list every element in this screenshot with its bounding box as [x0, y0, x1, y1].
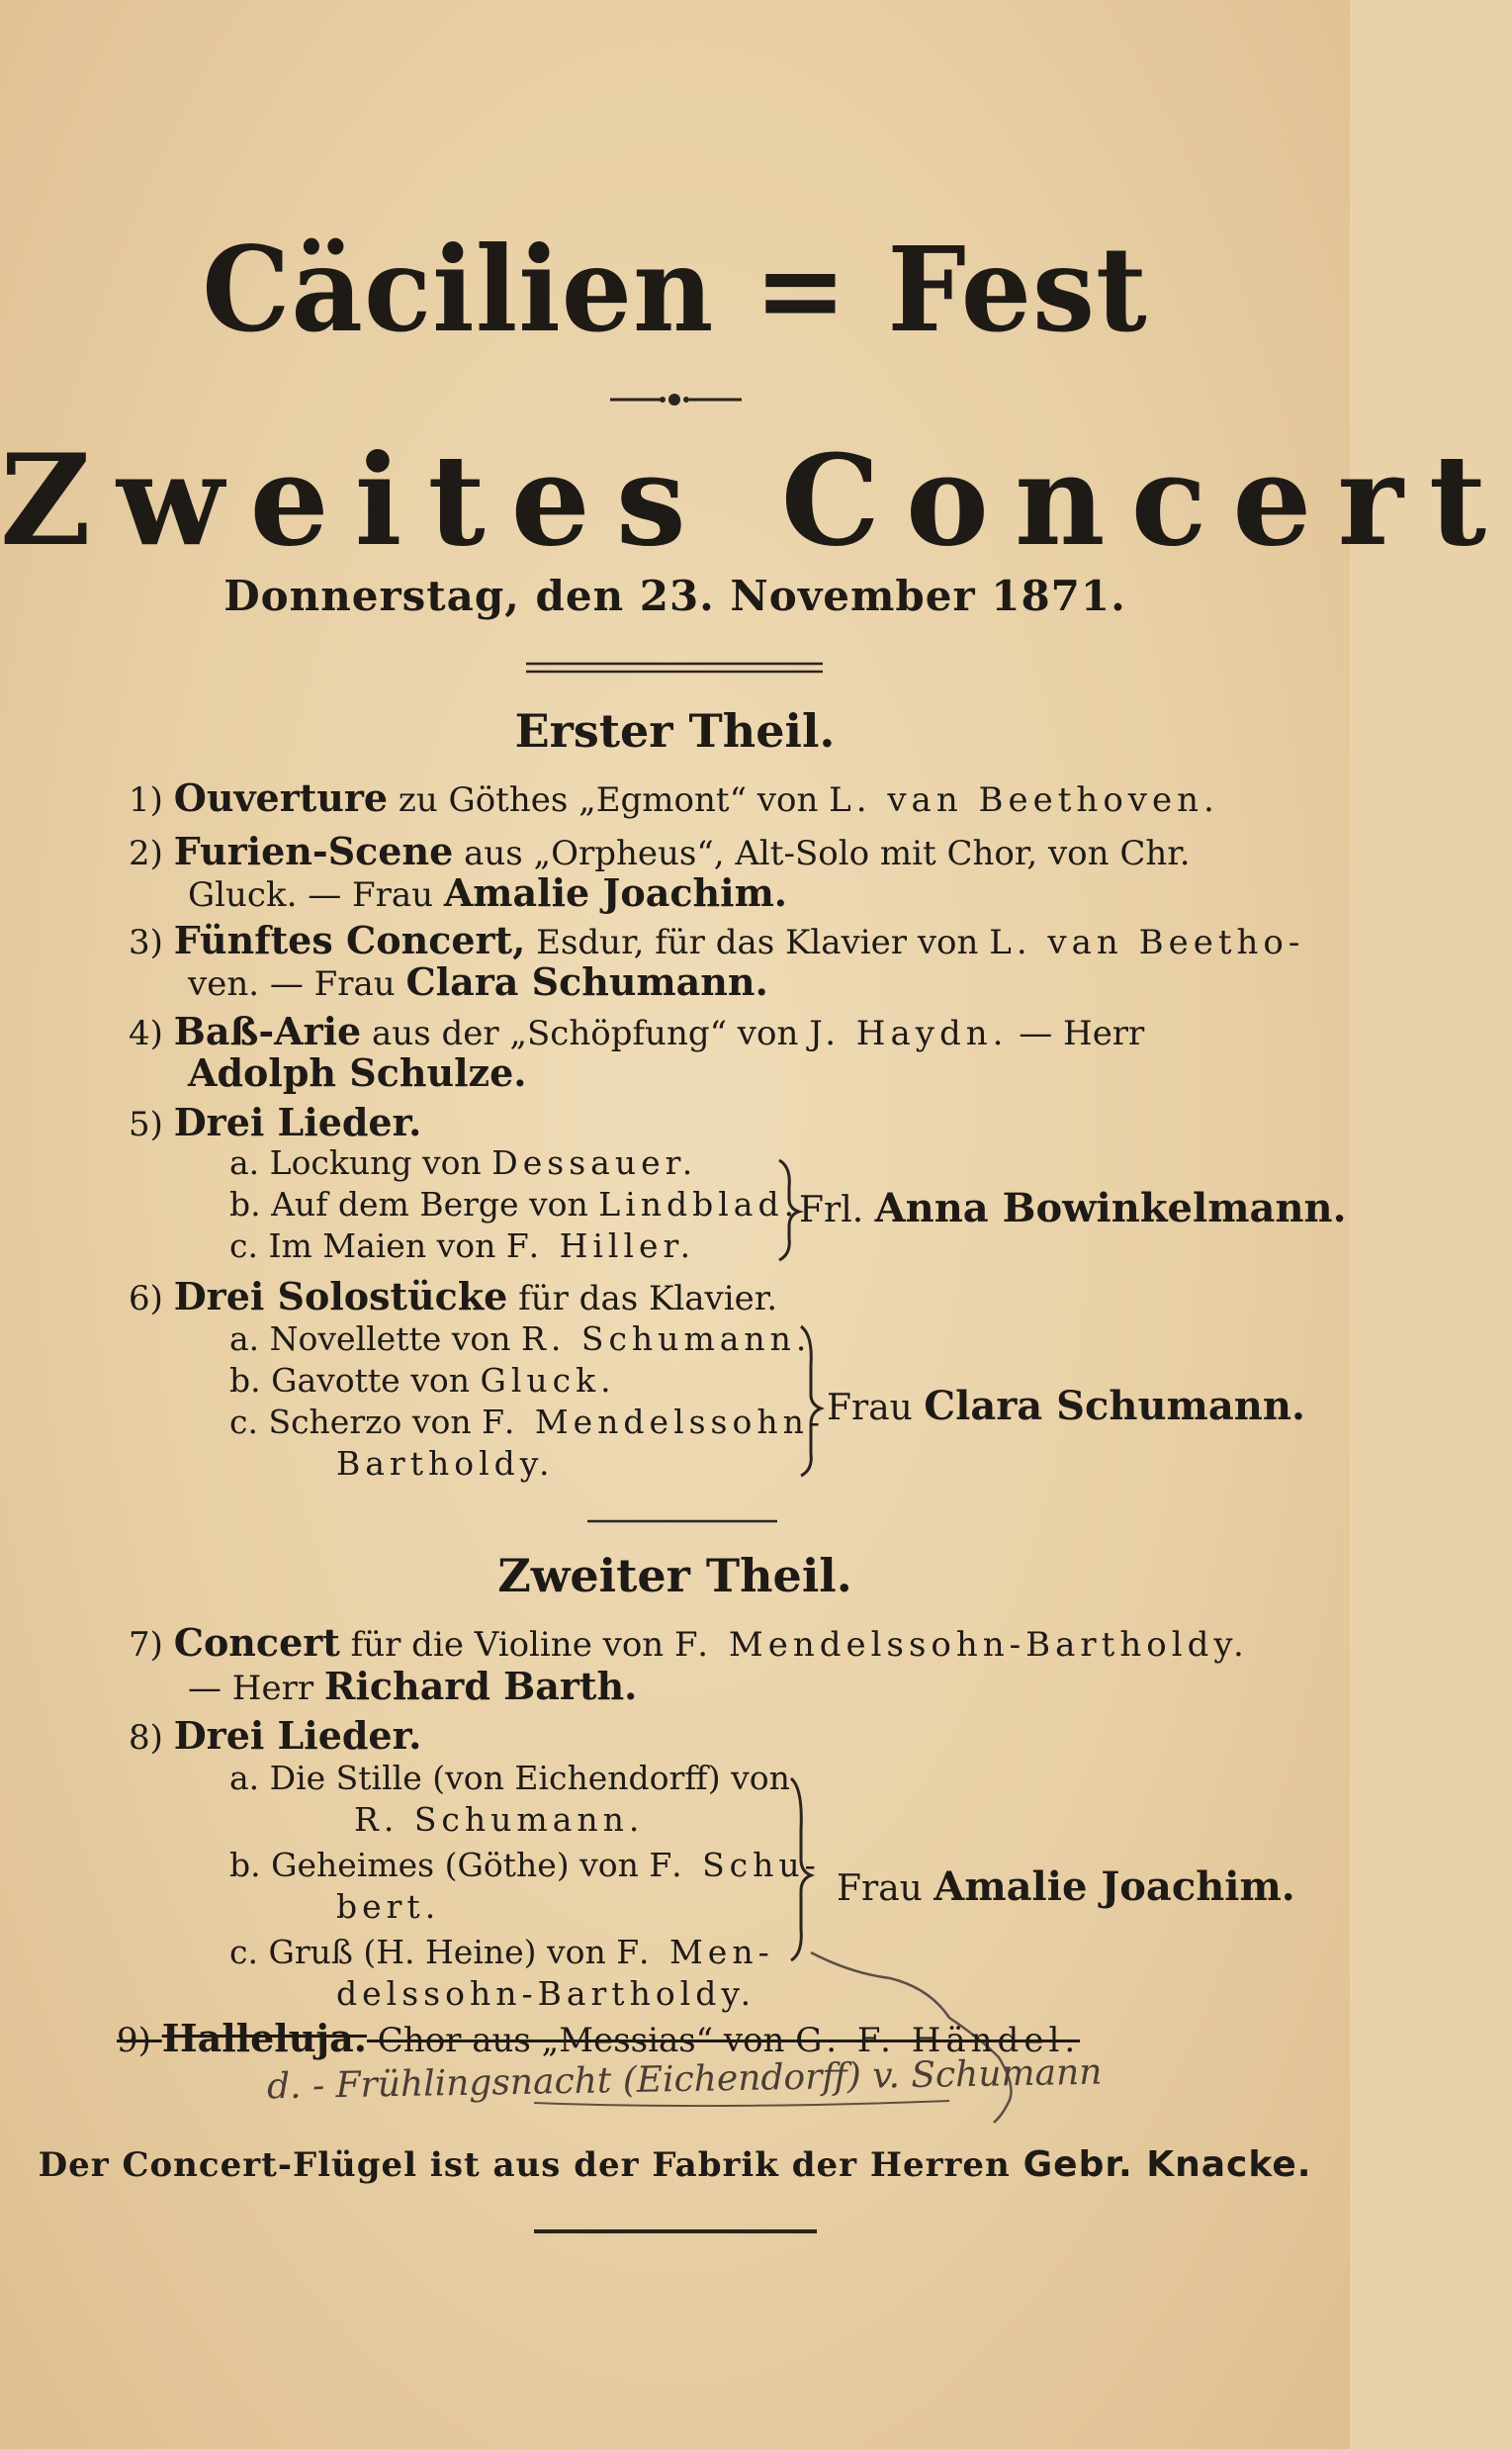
item-text: zu Göthes „Egmont“ von: [388, 780, 830, 820]
piece-composer: R. Schumann.: [521, 1319, 812, 1358]
song-composer: Lindblad.: [598, 1185, 800, 1224]
song-8c-line2: delssohn-Bartholdy.: [336, 1974, 756, 2013]
item-number: 5): [129, 1105, 163, 1144]
footer-note: [0, 2144, 1350, 2185]
program-item-1: [129, 777, 1219, 821]
item-text: — Herr: [188, 1669, 324, 1708]
item6-performer: [827, 1383, 1305, 1429]
song-8c: [229, 1933, 774, 1972]
song-5a: [229, 1143, 697, 1183]
performer-name: Clara Schumann.: [924, 1383, 1305, 1429]
song-title: c. Im Maien von: [229, 1226, 506, 1265]
song-composer: F. Men-: [616, 1933, 774, 1971]
song-8b-line2: bert.: [336, 1887, 441, 1926]
item-title: Fünftes Concert,: [173, 918, 526, 962]
program-item-4-line2: [188, 1052, 527, 1096]
item-performer: Richard Barth.: [323, 1664, 638, 1708]
item-number: 2): [129, 834, 163, 873]
part1-heading: Erster Theil.: [514, 704, 836, 758]
item-performer: Clara Schumann.: [405, 959, 768, 1004]
song-title: b. Geheimes (Göthe) von: [229, 1846, 650, 1884]
piece-composer: Gluck.: [480, 1361, 616, 1400]
program-item-5: [129, 1102, 421, 1145]
piece-composer: F. Mendelssohn-: [482, 1403, 826, 1441]
program-item-2-line2: [188, 872, 787, 916]
item-title: Furien-Scene: [173, 829, 454, 873]
program-item-6: [129, 1276, 777, 1319]
footer-text: Der Concert-Flügel ist aus der Fabrik der Herren: [38, 2145, 1023, 2185]
song-title: a. Lockung von: [229, 1143, 492, 1182]
item-title: Baß-Arie: [173, 1009, 362, 1053]
song-5b: [229, 1185, 799, 1224]
item-text: ven. — Frau: [188, 964, 406, 1004]
part2-heading: Zweiter Theil.: [497, 1549, 852, 1602]
item-number: 4): [129, 1014, 163, 1053]
item-text: für das Klavier.: [507, 1279, 778, 1318]
program-item-2: [129, 831, 1191, 874]
item-number: 9): [117, 2021, 151, 2060]
song-composer: F. Hiller.: [505, 1226, 696, 1265]
song-8a-line2: R. Schumann.: [354, 1800, 645, 1839]
program-item-3-line2: [188, 961, 768, 1005]
solo-6b: [229, 1361, 616, 1401]
item-text: Chor aus „Messias“ von: [366, 2021, 796, 2060]
item-text: Esdur, für das Klavier von: [525, 923, 990, 962]
item-performer: Adolph Schulze.: [188, 1050, 527, 1095]
song-composer: F. Schu-: [649, 1846, 821, 1884]
performer-name: Amalie Joachim.: [934, 1863, 1295, 1910]
item-title: Drei Lieder.: [173, 1100, 422, 1144]
double-rule: [526, 664, 823, 672]
item-composer: F. Mendelssohn-Bartholdy.: [674, 1625, 1249, 1665]
item-number: 6): [129, 1279, 163, 1318]
item-title: Drei Solostücke: [173, 1274, 508, 1318]
item8-performer: [837, 1863, 1295, 1910]
item5-performer: [799, 1185, 1347, 1231]
item-number: 3): [129, 923, 163, 962]
piece-title: a. Novellette von: [229, 1319, 522, 1358]
item-composer: L. van Beethoven.: [829, 780, 1219, 820]
concert-date: Donnerstag, den 23. November 1871.: [223, 572, 1126, 620]
item-title: Halleluja.: [161, 2016, 367, 2060]
item-composer: G. F. Händel.: [795, 2021, 1081, 2060]
item-text: Gluck. — Frau: [188, 875, 444, 915]
song-5c: [229, 1226, 695, 1266]
program-item-3: [129, 920, 1304, 963]
song-title: c. Gruß (H. Heine) von: [229, 1933, 617, 1971]
song-title: b. Auf dem Berge von: [229, 1185, 599, 1224]
piece-title: c. Scherzo von: [229, 1403, 483, 1441]
item-text: aus der „Schöpfung“ von: [361, 1014, 810, 1053]
item-title: Ouverture: [173, 775, 389, 820]
item-performer: Amalie Joachim.: [443, 870, 788, 915]
performer-prefix: Frau: [827, 1388, 925, 1428]
item-number: 1): [129, 780, 163, 820]
program-item-4: [129, 1011, 1144, 1054]
footer-maker: Gebr. Knacke.: [1023, 2144, 1312, 2185]
program-item-7: [129, 1622, 1249, 1666]
item-text: — Herr: [1008, 1014, 1145, 1053]
item-title: Concert: [173, 1620, 340, 1665]
program-item-7-line2: [188, 1666, 637, 1709]
song-composer: Dessauer.: [491, 1143, 698, 1182]
item-composer: J. Haydn.: [809, 1014, 1009, 1053]
solo-6a: [229, 1319, 811, 1359]
handwritten-annotation: d. - Frühlingsnacht (Eichendorff) v. Schumann: [266, 2051, 1103, 2108]
festival-title: Cäcilien = Fest: [202, 222, 1148, 359]
song-8b: [229, 1846, 821, 1885]
item-number: 8): [129, 1718, 163, 1758]
program-item-8: [129, 1715, 421, 1759]
handwritten-underline: [534, 2101, 949, 2106]
performer-prefix: Frl.: [799, 1190, 875, 1230]
concert-title: Zweites Concert: [0, 427, 1512, 574]
item-number: 7): [129, 1625, 163, 1665]
performer-name: Anna Bowinkelmann.: [874, 1185, 1347, 1231]
piece-title: b. Gavotte von: [229, 1361, 481, 1400]
item-composer: L. van Beetho-: [989, 923, 1305, 962]
title-ornament: [610, 394, 742, 406]
performer-prefix: Frau: [837, 1868, 934, 1909]
song-8a: a. Die Stille (von Eichendorff) von: [229, 1759, 790, 1797]
solo-6c: [229, 1403, 825, 1442]
item-text: für die Violine von: [339, 1625, 675, 1665]
solo-6c-line2: Bartholdy.: [336, 1444, 555, 1483]
item-title: Drei Lieder.: [173, 1713, 422, 1758]
item-text: aus „Orpheus“, Alt-Solo mit Chor, von Chr.: [453, 834, 1191, 873]
